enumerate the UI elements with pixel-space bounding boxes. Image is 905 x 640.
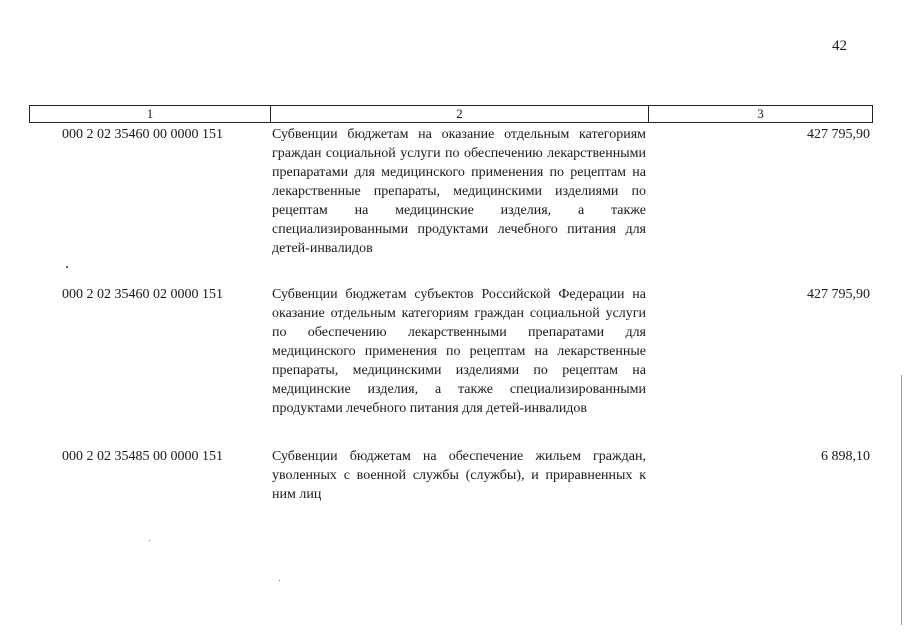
scan-speck [149,540,150,541]
budget-code: 000 2 02 35460 00 0000 151 [62,127,223,142]
scan-speck [66,266,68,268]
table-header [29,105,873,123]
header-col-3: 3 [757,106,764,121]
page-number: 42 [832,38,847,54]
row-amount: 427 795,90 [807,287,870,302]
row-amount: 427 795,90 [807,127,870,142]
budget-code: 000 2 02 35485 00 0000 151 [62,449,223,464]
row-description: Субвенции бюджетам на обеспечение жильем граждан, уволенных с военной службы (службы), и приравненных к ним лиц [272,449,646,502]
header-col-2: 2 [271,106,649,122]
row-description: Субвенции бюджетам субъектов Российской Федерации на оказание отдельным категориям граждан социальной услуги по обеспечению лекарственными препаратами для медицинского применения по рецептам на лекарственные препараты, медицинскими изделиями по рецептам на медицинские изделия, а также специализированными продуктами лечебного питания для детей-инвалидов [272,287,646,416]
budget-code: 000 2 02 35460 02 0000 151 [62,287,223,302]
header-col-1: 1 [30,106,271,122]
row-amount: 6 898,10 [821,449,870,464]
scan-speck [279,580,280,581]
row-description: Субвенции бюджетам на оказание отдельным категориям граждан социальной услуги по обеспечению лекарственными препаратами для медицинского применения по рецептам на лекарственные препараты, медицинскими изделиями по рецептам на медицинские изделия, а также специализированными продуктами лечебного питания для детей-инвалидов [272,127,646,256]
scan-edge-line [901,375,902,625]
